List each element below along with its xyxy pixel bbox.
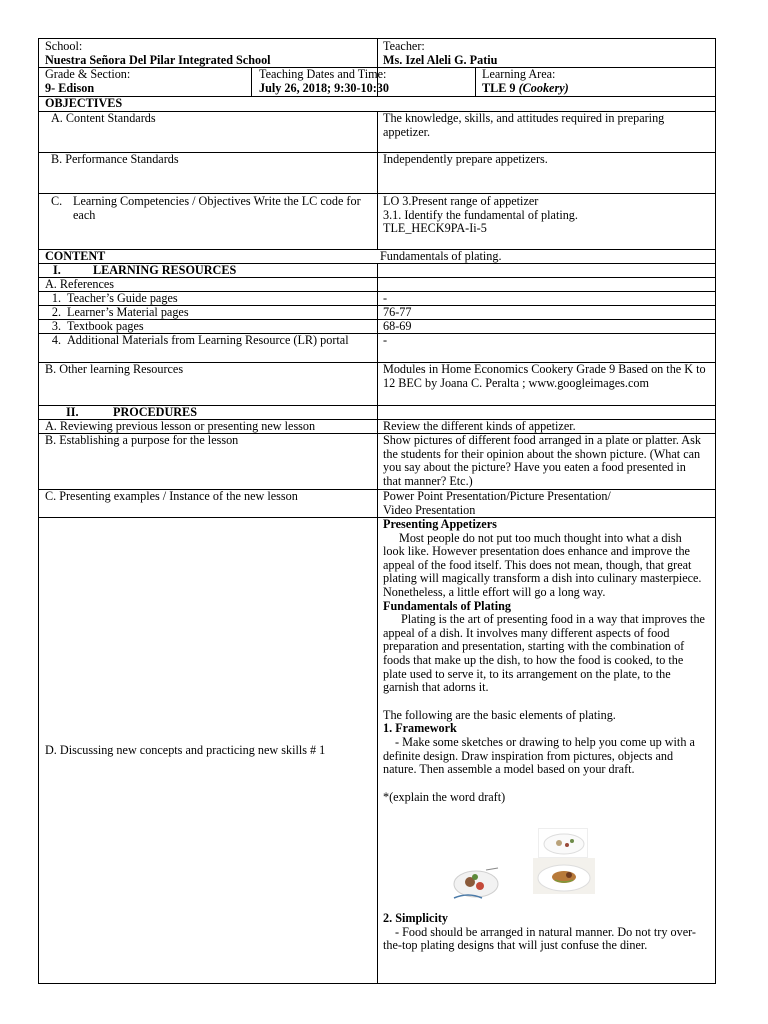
content-row [39, 250, 715, 264]
content-heading: CONTENT [45, 249, 106, 263]
content-standards-label [39, 112, 378, 152]
procedure-c-row [39, 490, 715, 518]
plating-photo-3 [533, 858, 595, 894]
dates-value: July 26, 2018; 9:30-10:30 [259, 80, 389, 95]
procedure-a-row [39, 420, 715, 434]
plating-photo-1 [538, 828, 588, 858]
teacher-label: Teacher: [383, 39, 425, 53]
performance-standards-value: Independently prepare appetizers. [383, 152, 548, 166]
reference-num: 2. [51, 305, 61, 319]
teacher-cell [378, 39, 715, 67]
framework-paragraph: - Make some sketches or drawing to help you come up with a definite design. Draw inspiration from pictures, objects and nature. Then assemble a model based on your draft. [383, 734, 695, 777]
area-value-main: TLE 9 [482, 80, 516, 95]
procedures-heading-empty [378, 406, 715, 419]
reference-value: - [383, 291, 388, 305]
grade-label: Grade & Section: [45, 67, 131, 81]
reference-value: 76-77 [383, 305, 412, 319]
fundamentals-paragraph: Plating is the art of presenting food in a way that improves the appeal of a dish. It involves many different aspects of food preparation and presentation, starting with the combination of foods that make up the dish, to how the food is cooked, to the plate used to serve it, to its arrangement on the plate, to the garnish that adorns it. [383, 612, 705, 695]
resources-heading-row [39, 264, 715, 278]
content-standards-label-text: A. Content Standards [51, 111, 156, 125]
procedure-d-label-cell [39, 518, 378, 984]
presenting-appetizers-heading: Presenting Appetizers [383, 517, 497, 531]
resources-heading [39, 264, 378, 277]
references-label: A. References [39, 278, 378, 291]
resources-heading-text: LEARNING RESOURCES [93, 263, 237, 277]
reference-item-2 [39, 306, 715, 320]
performance-standards-label-text: B. Performance Standards [51, 152, 179, 166]
performance-standards-label [39, 153, 378, 193]
other-resources-row [39, 363, 715, 406]
objectives-heading-row [39, 97, 715, 111]
reference-item-1 [39, 292, 715, 306]
content-standards-value: The knowledge, skills, and attitudes required in preparing appetizer. [383, 111, 665, 139]
basic-elements-intro: The following are the basic elements of plating. [383, 707, 616, 722]
grade-value: 9- Edison [45, 80, 95, 95]
reference-label: Additional Materials from Learning Resource (LR) portal [67, 333, 349, 347]
reference-value: 68-69 [383, 319, 412, 333]
school-cell [39, 39, 378, 67]
objectives-heading: OBJECTIVES [45, 96, 123, 110]
procedure-c-value [378, 490, 715, 517]
grade-cell [39, 68, 252, 96]
procedure-b-row [39, 434, 715, 490]
area-divider-cell [378, 68, 476, 96]
reference-item-3 [39, 320, 715, 334]
reference-num: 1. [51, 291, 61, 305]
competencies-row [39, 194, 715, 250]
procedure-a-value: Review the different kinds of appetizer. [383, 419, 576, 433]
school-value: Nuestra Señora Del Pilar Integrated School [45, 52, 271, 67]
teacher-value: Ms. Izel Aleli G. Patiu [383, 52, 498, 67]
area-value-sub: (Cookery) [518, 80, 569, 95]
procedures-heading [39, 406, 378, 419]
procedures-heading-text: PROCEDURES [113, 405, 197, 419]
reference-item-4 [39, 334, 715, 363]
fundamentals-heading: Fundamentals of Plating [383, 598, 511, 613]
plating-photo-2 [448, 862, 504, 904]
area-cell [476, 68, 715, 96]
procedures-heading-row [39, 406, 715, 420]
reference-num: 3. [51, 319, 61, 333]
framework-heading: 1. Framework [383, 721, 457, 736]
reference-label: Teacher’s Guide pages [67, 291, 178, 305]
competencies-label-num: C. [51, 194, 63, 208]
reference-value: - [383, 333, 388, 347]
procedure-c-value-2: Video Presentation [383, 502, 476, 517]
procedure-d-row [39, 518, 715, 984]
other-resources-value: Modules in Home Economics Cookery Grade 9 Based on the K to 12 BEC by Joana C. Peralta ; www.googleimages.com [383, 362, 706, 390]
school-label: School: [45, 39, 83, 53]
resources-heading-empty [378, 264, 715, 277]
procedure-b-value: Show pictures of different food arranged in a plate or platter. Ask the students for their opinion about the shown picture. (What can you say about the picture? Have you eaten a food presented in that manner? Etc.) [383, 433, 701, 488]
procedure-d-label: D. Discussing new concepts and practicing new skills # 1 [45, 743, 326, 757]
references-row [39, 278, 715, 292]
other-resources-label: B. Other learning Resources [39, 363, 378, 405]
resources-num: I. [53, 263, 61, 277]
reference-label: Learner’s Material pages [67, 305, 189, 319]
references-empty [378, 278, 715, 291]
simplicity-paragraph: - Food should be arranged in natural manner. Do not try over-the-top plating designs that will just confuse the diner. [383, 924, 696, 953]
competencies-label-text: Learning Competencies / Objectives Write the LC code for each [73, 194, 361, 222]
procedure-c-value-1: Power Point Presentation/Picture Presentation/ [383, 489, 611, 503]
draft-note: *(explain the word draft) [383, 789, 506, 804]
area-value [482, 82, 715, 96]
competencies-value-2: 3.1. Identify the fundamental of plating. [383, 207, 578, 222]
competencies-value [378, 194, 715, 249]
competencies-value-1: LO 3.Present range of appetizer [383, 194, 539, 208]
dates-cell [252, 67, 389, 96]
content-value: Fundamentals of plating. [380, 249, 502, 263]
competencies-value-3: TLE_HECK9PA-Ii-5 [383, 221, 487, 236]
competencies-label [39, 194, 378, 249]
simplicity-heading: 2. Simplicity [383, 911, 449, 925]
dates-label: Teaching Dates and Time: [259, 67, 387, 81]
performance-standards-row [39, 153, 715, 194]
procedure-d-content [378, 518, 715, 984]
area-label: Learning Area: [482, 67, 556, 81]
procedure-c-label: C. Presenting examples / Instance of the new lesson [39, 490, 378, 517]
procedure-b-label: B. Establishing a purpose for the lesson [39, 434, 378, 489]
procedures-num: II. [66, 405, 79, 419]
presenting-appetizers-paragraph: Most people do not put too much thought into what a dish look like. However presentation does enhance and improve the appeal of the food itself. This does not mean, though, that great plating will magically transform a dish into culinary masterpiece. Nonetheless, a little effort will go a long way. [383, 530, 702, 599]
reference-label: Textbook pages [67, 319, 144, 333]
header-row-2 [39, 68, 715, 97]
reference-num: 4. [51, 333, 61, 347]
content-standards-row [39, 111, 715, 153]
header-row-1 [39, 39, 715, 68]
procedure-a-label: A. Reviewing previous lesson or presenting new lesson [39, 420, 378, 433]
lesson-plan-table [38, 38, 716, 984]
